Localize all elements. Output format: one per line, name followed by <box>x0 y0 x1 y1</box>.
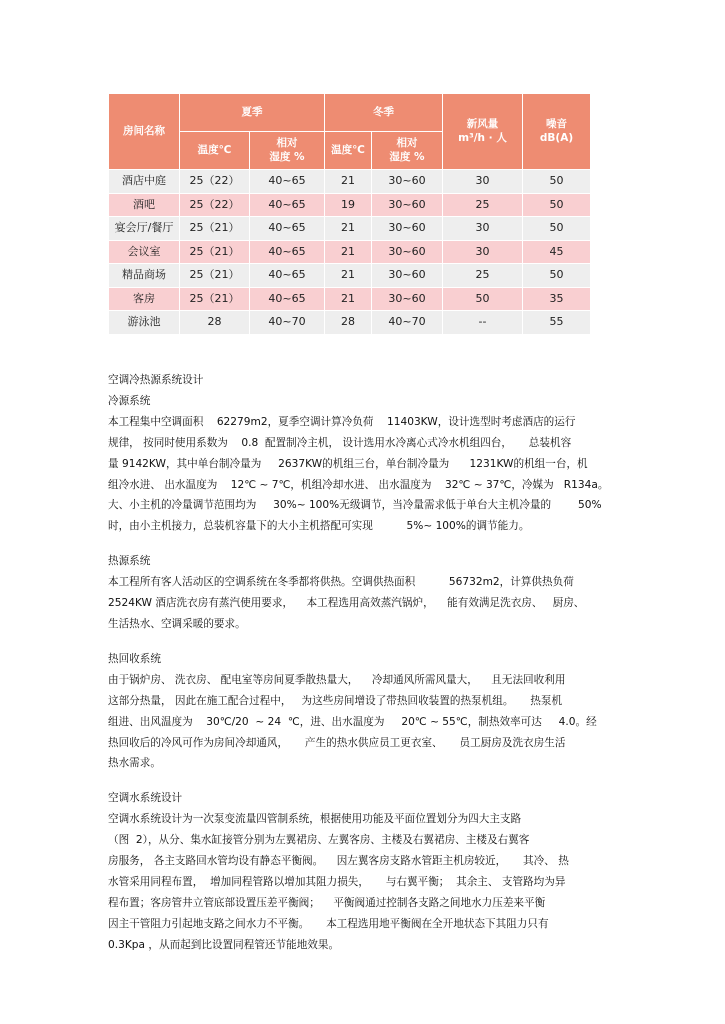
cell-fresh-air: -- <box>443 311 523 335</box>
cell-summer-humidity: 40~65 <box>250 240 325 264</box>
cell-summer-humidity: 40~65 <box>250 264 325 288</box>
cell-fresh-air: 30 <box>443 170 523 194</box>
cell-name: 酒吧 <box>109 193 180 217</box>
cold-source-heading: 冷源系统 <box>108 394 151 407</box>
cell-fresh-air: 25 <box>443 193 523 217</box>
cell-winter-humidity: 30~60 <box>372 170 443 194</box>
text-line: 热回收后的冷风可作为房间冷却通风， 产生的热水供应员工更衣室、 员工厨房及洗衣房生活 <box>108 736 566 749</box>
heat-source-heading: 热源系统 <box>108 555 151 568</box>
table-row <box>109 287 591 311</box>
cell-name: 游泳池 <box>109 311 180 335</box>
doc-title: 空调冷热源系统设计 <box>108 374 204 386</box>
table-row <box>109 240 591 264</box>
cell-noise: 50 <box>523 170 591 194</box>
cell-winter-humidity: 30~60 <box>372 264 443 288</box>
cell-summer-humidity: 40~65 <box>250 217 325 241</box>
cell-winter-humidity: 30~60 <box>372 287 443 311</box>
text-line: 规律， 按同时使用系数为 0.8 配置制冷主机， 设计选用水冷离心式冷水机组四台， 总装机容 <box>108 436 572 449</box>
cell-summer-humidity: 40~70 <box>250 311 325 335</box>
text-line: 本工程集中空调面积 62279m2，夏季空调计算冷负荷 11403KW，设计选型时考虑酒店的运行 <box>108 415 576 428</box>
cell-name: 酒店中庭 <box>109 170 180 194</box>
table-row <box>109 311 591 335</box>
table-row <box>109 193 591 217</box>
header-room-name: 房间名称 <box>109 94 180 170</box>
cell-summer-temp: 25（21） <box>180 240 250 264</box>
cell-winter-humidity: 30~60 <box>372 193 443 217</box>
cell-fresh-air: 30 <box>443 217 523 241</box>
text-line: 大、小主机的冷量调节范围均为 30%~ 100%无级调节，当冷量需求低于单台大主机冷量的 50% <box>108 499 602 512</box>
cell-noise: 35 <box>523 287 591 311</box>
cell-summer-temp: 25（21） <box>180 217 250 241</box>
cell-winter-humidity: 30~60 <box>372 217 443 241</box>
cell-winter-temp: 21 <box>325 240 372 264</box>
heat-recovery-heading: 热回收系统 <box>108 652 161 665</box>
cell-winter-humidity: 30~60 <box>372 240 443 264</box>
text-line: 本工程所有客人活动区的空调系统在冬季都将供热。空调供热面积 56732m2，计算供热负荷 <box>108 576 574 589</box>
cell-fresh-air: 30 <box>443 240 523 264</box>
header-summer-humidity: 相对 湿度 % <box>250 132 325 170</box>
cell-winter-temp: 19 <box>325 193 372 217</box>
header-fresh-air: 新风量 m³/h · 人 <box>443 94 523 170</box>
header-noise: 噪音 dB(A) <box>523 94 591 170</box>
heat-source-section <box>108 551 620 635</box>
text-line: 这部分热量， 因此在施工配合过程中， 为这些房间增设了带热回收装置的热泵机组。 热泵机 <box>108 694 563 707</box>
cell-summer-temp: 25（22） <box>180 193 250 217</box>
document-body <box>108 370 620 956</box>
heat-recovery-section <box>108 649 620 774</box>
text-line: 2524KW 酒店洗衣房有蒸汽使用要求， 本工程选用高效蒸汽锅炉， 能有效满足洗衣房、 厨房、 <box>108 597 585 610</box>
text-line: 因主干管阻力引起地支路之间水力不平衡。 本工程选用地平衡阀在全开地状态下其阻力只有 <box>108 917 549 930</box>
text-line: 0.3Kpa ，从而起到比设置同程管还节能地效果。 <box>108 938 340 951</box>
header-summer-temp: 温度℃ <box>180 132 250 170</box>
text-line: 水管采用同程布置， 增加同程管路以增加其阻力损失， 与右翼平衡； 其余主、 支管路均为异 <box>108 875 566 888</box>
text-line: 量 9142KW，其中单台制冷量为 2637KW的机组三台，单台制冷量为 1231KW的机组一台，机 <box>108 457 588 470</box>
cell-winter-temp: 21 <box>325 170 372 194</box>
text-line: 空调水系统设计为一次泵变流量四管制系统，根据使用功能及平面位置划分为四大主支路 <box>108 813 522 826</box>
cell-noise: 50 <box>523 217 591 241</box>
table-row <box>109 264 591 288</box>
cell-summer-temp: 25（22） <box>180 170 250 194</box>
design-parameters-table <box>108 93 591 335</box>
text-line: （图 2），从分、集水缸接管分别为左翼裙房、左翼客房、主楼及右翼裙房、主楼及右翼客 <box>108 834 530 847</box>
cell-summer-temp: 28 <box>180 311 250 335</box>
text-line: 时，由小主机接力，总装机容量下的大小主机搭配可实现 5%~ 100%的调节能力。 <box>108 520 530 533</box>
water-system-heading: 空调水系统设计 <box>108 792 183 805</box>
header-winter-temp: 温度℃ <box>325 132 372 170</box>
cell-name: 会议室 <box>109 240 180 264</box>
cell-winter-humidity: 40~70 <box>372 311 443 335</box>
text-line: 由于锅炉房、 洗衣房、 配电室等房间夏季散热量大， 冷却通风所需风量大， 且无法回收利用 <box>108 673 566 686</box>
cell-noise: 50 <box>523 193 591 217</box>
cell-summer-temp: 25（21） <box>180 264 250 288</box>
cell-name: 精品商场 <box>109 264 180 288</box>
cell-noise: 50 <box>523 264 591 288</box>
text-line: 房服务， 各主支路回水管均设有静态平衡阀。 因左翼客房支路水管距主机房较近， 其冷、 热 <box>108 855 569 868</box>
text-line: 组进、出风温度为 30℃/20 ~ 24 ℃，进、出水温度为 20℃ ~ 55℃，制热效率可达 4.0。经 <box>108 715 597 728</box>
text-line: 组冷水进、 出水温度为 12℃ ~ 7℃，机组冷却水进、 出水温度为 32℃ ~ 37℃，冷媒为 R134a。 <box>108 478 609 491</box>
cell-winter-temp: 21 <box>325 217 372 241</box>
cell-winter-temp: 21 <box>325 264 372 288</box>
text-line: 热水需求。 <box>108 757 161 770</box>
header-winter: 冬季 <box>325 94 443 132</box>
cell-name: 宴会厅/餐厅 <box>109 217 180 241</box>
cell-name: 客房 <box>109 287 180 311</box>
cell-fresh-air: 50 <box>443 287 523 311</box>
cell-fresh-air: 25 <box>443 264 523 288</box>
cell-summer-temp: 25（21） <box>180 287 250 311</box>
text-line: 程布置；客房管井立管底部设置压差平衡阀； 平衡阀通过控制各支路之间地水力压差来平衡 <box>108 896 546 909</box>
cell-summer-humidity: 40~65 <box>250 287 325 311</box>
header-summer: 夏季 <box>180 94 325 132</box>
cell-winter-temp: 28 <box>325 311 372 335</box>
header-winter-humidity: 相对 湿度 % <box>372 132 443 170</box>
water-system-section <box>108 788 620 955</box>
cell-noise: 45 <box>523 240 591 264</box>
table-row <box>109 217 591 241</box>
cell-winter-temp: 21 <box>325 287 372 311</box>
cell-summer-humidity: 40~65 <box>250 170 325 194</box>
text-line: 生活热水、空调采暖的要求。 <box>108 617 246 630</box>
table-row <box>109 170 591 194</box>
cell-noise: 55 <box>523 311 591 335</box>
cold-source-section <box>108 391 620 537</box>
cell-summer-humidity: 40~65 <box>250 193 325 217</box>
